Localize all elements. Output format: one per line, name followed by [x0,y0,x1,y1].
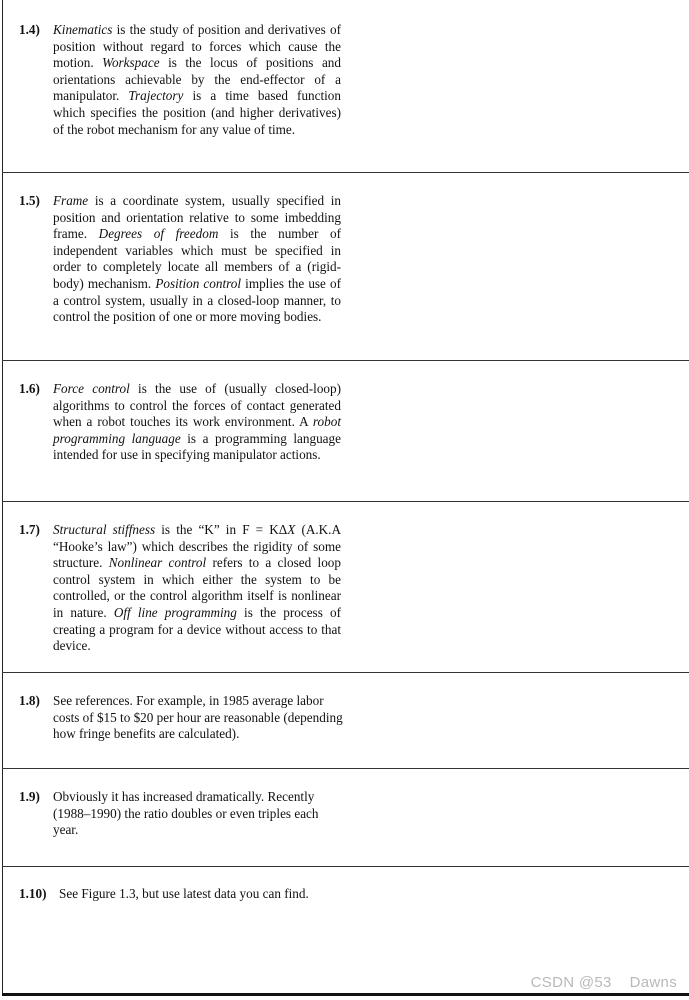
entry-text [53,22,341,138]
entry-number: 1.4) [19,22,40,37]
entry-number: 1.5) [19,193,40,208]
defined-term: Degrees of freedom [98,226,219,242]
text-run: is the use of (usually closed-loop) algorithms to control the forces of contact generated when a robot touches its work environment. A [53,381,341,430]
defined-term: Position control [155,275,242,291]
entry-number: 1.6) [19,381,40,396]
text-run: See references. For example, in 1985 average labor costs of $15 to $20 per hour are reasonable (depending how fringe benefits are calculated). [53,693,343,742]
entry-1-4 [19,22,341,138]
defined-term: Nonlinear control [108,555,207,571]
text-run: is the “K” in F = KΔ [155,522,288,537]
section-divider [2,866,689,867]
text-run: refers to a closed loop control system in which either the system to be controlled, or the control algorithm itself is nonlinear in nature. [53,555,341,620]
entry-text [53,381,341,464]
text-run: is the number of independent variables which must be specified in order to completely locate all members of a (rigid-body) mechanism. [53,226,341,291]
entry-1-8 [19,693,353,743]
entry-text [53,193,341,326]
defined-term: Off line programming [113,604,237,620]
page-bottom-border [2,993,689,996]
defined-term: X [287,522,296,537]
watermark [531,974,677,991]
text-run: is the process of creating a program for a device without access to that device. [53,604,341,654]
text-run: Obviously it has increased dramatically. Recently (1988–1990) the ratio doubles or even triples each year. [53,789,319,838]
section-divider [2,360,689,361]
section-divider [2,672,689,673]
text-run: See Figure 1.3, but use latest data you can find. [59,886,309,901]
entry-number: 1.9) [19,789,40,804]
entry-1-6 [19,381,341,464]
text-run: is the study of position and derivatives of position without regard to forces which cause the motion. [53,22,341,71]
watermark-left: CSDN @53 [530,974,612,991]
entry-text [59,886,379,903]
defined-term: Structural stiffness [53,522,156,537]
text-run: is the locus of positions and orientations achievable by the end-effector of a manipulator. [53,55,341,104]
entry-1-10 [19,886,379,903]
text-run: implies the use of a control system, usually in a closed-loop manner, to control the position of one or more moving bodies. [53,275,341,325]
entry-number: 1.7) [19,522,40,537]
defined-term: robot programming language [53,414,341,446]
defined-term: Frame [53,193,89,208]
defined-term: Workspace [102,55,160,71]
section-divider [2,172,689,173]
section-divider [2,768,689,769]
defined-term: Trajectory [128,88,184,104]
entry-number: 1.10) [19,886,47,901]
section-divider [2,501,689,502]
text-run: (A.K.A “Hooke’s law”) which describes the rigidity of some structure. [53,522,342,571]
entry-number: 1.8) [19,693,40,708]
entry-text [53,693,353,743]
entry-text [53,522,341,655]
watermark-right: Dawns [629,974,677,991]
entry-1-5 [19,193,341,326]
entry-1-7 [19,522,341,655]
text-run: is a programming language intended for use in specifying manipulator actions. [53,430,341,463]
text-run: is a time based function which specifies the position (and higher derivatives) of the robot mechanism for any value of time. [53,88,341,137]
page-left-border [2,0,3,995]
defined-term: Kinematics [53,22,113,37]
entry-1-9 [19,789,341,839]
text-run: is a coordinate system, usually specified in position and orientation relative to some imbedding frame. [53,193,341,242]
defined-term: Force control [53,381,130,396]
entry-text [53,789,341,839]
